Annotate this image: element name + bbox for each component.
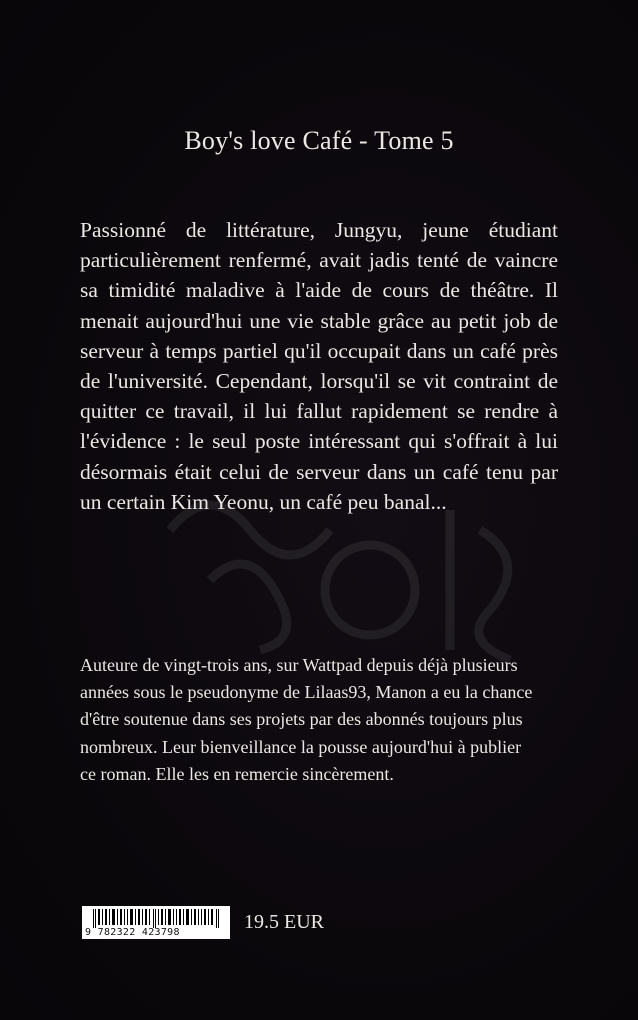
author-bio-line: ce roman. Elle les en remercie sincèrement.: [80, 763, 394, 784]
author-bio: [80, 652, 558, 788]
barcode-digits: 9 782322 423798: [85, 927, 180, 938]
author-bio-line: d'être soutenue dans ses projets par des abonnés toujours plus: [80, 709, 523, 730]
isbn-barcode: [82, 906, 230, 939]
author-bio-line: années sous le pseudonyme de Lilaas93, Manon a eu la chance: [80, 682, 533, 703]
price-label: 19.5 EUR: [244, 911, 324, 933]
author-bio-line: nombreux. Leur bienveillance la pousse aujourd'hui à publier: [80, 736, 522, 757]
author-bio-line: Auteure de vingt-trois ans, sur Wattpad depuis déjà plusieurs: [80, 655, 518, 675]
book-title: Boy's love Café - Tome 5: [184, 126, 454, 155]
book-summary: Passionné de littérature, Jungyu, jeune étudiant particulièrement renfermé, avait jadis tenté de vaincre sa timidité maladive à l'aide de cours de théâtre. Il menait aujourd'hui une vie stable grâce au petit job de serveur à temps partiel qu'il occupait dans un café près de l'université. Cependant, lorsqu'il se vit contraint de quitter ce travail, il lui fallut rapidement se rendre à l'évidence : le seul poste intéressant qui s'offrait à lui désormais était celui de serveur dans un café tenu par un certain Kim Yeonu, un café peu banal...: [80, 218, 558, 514]
barcode-bars: [87, 909, 225, 928]
